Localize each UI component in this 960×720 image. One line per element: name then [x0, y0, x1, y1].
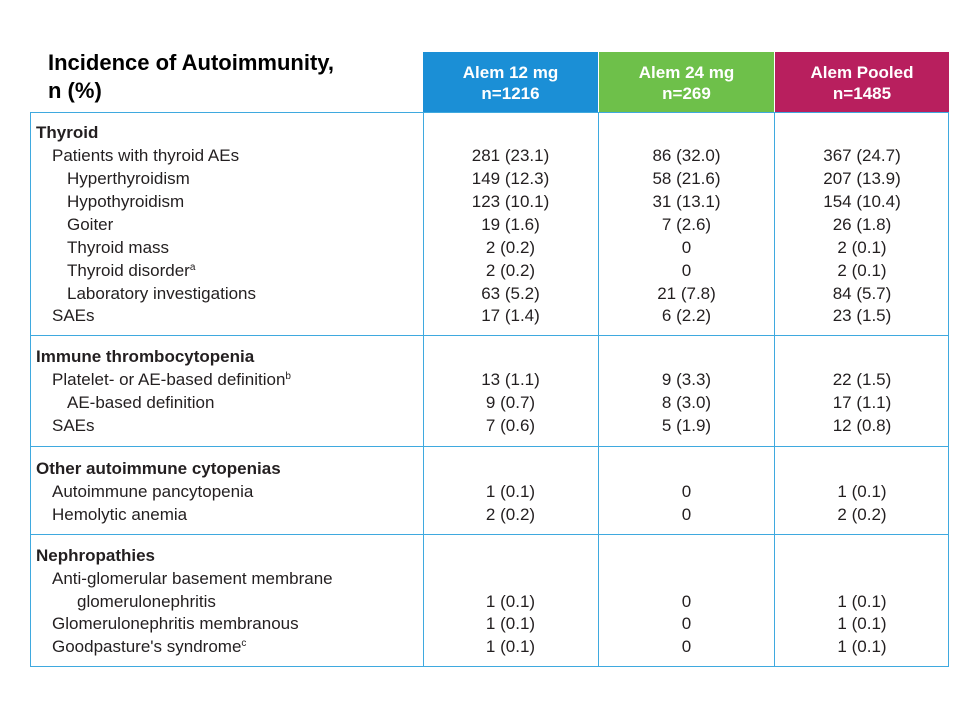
row-label: Hemolytic anemia: [52, 505, 188, 524]
cell-alem-24mg: 21 (7.8): [657, 284, 716, 303]
row-label: glomerulonephritis: [77, 592, 216, 611]
table-row: [0, 368, 960, 391]
table-row: [0, 391, 960, 414]
section-header: Nephropathies: [36, 546, 156, 565]
table-row: [0, 503, 960, 526]
cell-alem-12mg: 149 (12.3): [471, 169, 550, 188]
cell-alem-12mg: 2 (0.2): [485, 261, 536, 280]
cell-alem-pooled: 84 (5.7): [832, 284, 892, 303]
column-header-alem-24mg: [599, 52, 774, 113]
section-header: Immune thrombocytopenia: [36, 347, 255, 366]
cell-alem-pooled: 26 (1.8): [832, 215, 892, 234]
cell-alem-12mg: 9 (0.7): [485, 393, 536, 412]
cell-alem-24mg: 7 (2.6): [661, 215, 712, 234]
cell-alem-24mg: 9 (3.3): [661, 370, 712, 389]
cell-alem-24mg: 0: [681, 505, 692, 524]
footnote-marker: a: [189, 262, 196, 273]
section-header-row: [0, 345, 960, 368]
cell-alem-12mg: 1 (0.1): [485, 637, 536, 656]
cell-alem-12mg: 17 (1.4): [481, 306, 540, 325]
cell-alem-12mg: 123 (10.1): [471, 192, 550, 211]
table-title: Incidence of Autoimmunity, n (%): [48, 50, 335, 103]
table-row: [0, 590, 960, 613]
cell-alem-pooled: 2 (0.1): [837, 261, 887, 280]
cell-alem-24mg: 0: [681, 238, 692, 257]
row-label: Anti-glomerular basement membrane: [52, 569, 333, 588]
column-n: n=1485: [832, 83, 892, 103]
row-label: Autoimmune pancytopenia: [52, 482, 254, 501]
row-label: SAEs: [52, 416, 95, 435]
cell-alem-24mg: 0: [681, 614, 692, 633]
row-label: Hypothyroidism: [67, 192, 185, 211]
footnote-marker: c: [241, 638, 247, 649]
cell-alem-pooled: 12 (0.8): [832, 416, 892, 435]
cell-alem-12mg: 63 (5.2): [481, 284, 540, 303]
table-row: [0, 567, 960, 590]
row-label: Thyroid mass: [67, 238, 170, 257]
cell-alem-12mg: 2 (0.2): [485, 505, 536, 524]
cell-alem-12mg: 13 (1.1): [481, 370, 540, 389]
cell-alem-pooled: 1 (0.1): [837, 614, 887, 633]
cell-alem-pooled: 2 (0.2): [837, 505, 887, 524]
cell-alem-pooled: 17 (1.1): [832, 393, 892, 412]
section-header-row: [0, 457, 960, 480]
row-label: [67, 259, 195, 282]
section-header-row: [0, 121, 960, 144]
column-header-alem-12mg: [423, 52, 598, 113]
row-label: Glomerulonephritis membranous: [52, 614, 299, 633]
cell-alem-pooled: 22 (1.5): [832, 370, 892, 389]
section-divider: [30, 446, 949, 447]
section-header: Thyroid: [36, 123, 99, 142]
section-divider: [30, 335, 949, 336]
cell-alem-12mg: 2 (0.2): [485, 238, 536, 257]
row-label: Goiter: [67, 215, 114, 234]
cell-alem-24mg: 0: [681, 592, 692, 611]
table-row: [0, 414, 960, 437]
cell-alem-12mg: 1 (0.1): [485, 592, 536, 611]
cell-alem-pooled: 23 (1.5): [832, 306, 892, 325]
cell-alem-24mg: 0: [681, 261, 692, 280]
table-row: [0, 612, 960, 635]
cell-alem-12mg: 7 (0.6): [485, 416, 536, 435]
cell-alem-12mg: 1 (0.1): [485, 482, 536, 501]
cell-alem-pooled: 1 (0.1): [837, 592, 887, 611]
cell-alem-24mg: 86 (32.0): [652, 146, 721, 165]
column-name: Alem 24 mg: [638, 62, 735, 82]
table-row: [0, 213, 960, 236]
row-label: [52, 368, 291, 391]
cell-alem-24mg: 6 (2.2): [661, 306, 712, 325]
row-label-text: Thyroid disorder: [67, 261, 190, 280]
cell-alem-12mg: 281 (23.1): [471, 146, 550, 165]
cell-alem-24mg: 0: [681, 482, 692, 501]
row-label: AE-based definition: [67, 393, 215, 412]
table-row: [0, 144, 960, 167]
cell-alem-pooled: 154 (10.4): [823, 192, 901, 211]
section-header: Other autoimmune cytopenias: [36, 459, 281, 478]
table-row: [0, 190, 960, 213]
row-label-text: Platelet- or AE-based definition: [52, 370, 286, 389]
table-row: [0, 167, 960, 190]
section-header-row: [0, 544, 960, 567]
cell-alem-pooled: 207 (13.9): [823, 169, 901, 188]
cell-alem-12mg: 1 (0.1): [485, 614, 536, 633]
cell-alem-24mg: 0: [681, 637, 692, 656]
table-row: [0, 635, 960, 658]
cell-alem-pooled: 1 (0.1): [837, 637, 887, 656]
cell-alem-12mg: 19 (1.6): [481, 215, 540, 234]
cell-alem-24mg: 8 (3.0): [661, 393, 712, 412]
footnote-marker: b: [285, 371, 291, 382]
column-name: Alem Pooled: [810, 62, 914, 82]
section-divider: [30, 534, 949, 535]
table-row: [0, 480, 960, 503]
row-label-text: Goodpasture's syndrome: [52, 637, 242, 656]
table-row: [0, 282, 960, 305]
cell-alem-24mg: 58 (21.6): [652, 169, 721, 188]
column-n: n=1216: [481, 83, 540, 103]
row-label: Laboratory investigations: [67, 284, 257, 303]
cell-alem-24mg: 31 (13.1): [652, 192, 721, 211]
column-header-alem-pooled: [775, 52, 949, 113]
row-label: SAEs: [52, 306, 95, 325]
row-label: Hyperthyroidism: [67, 169, 190, 188]
column-n: n=269: [662, 83, 711, 103]
cell-alem-pooled: 2 (0.1): [837, 238, 887, 257]
row-label: Patients with thyroid AEs: [52, 146, 240, 165]
cell-alem-pooled: 367 (24.7): [823, 146, 901, 165]
cell-alem-24mg: 5 (1.9): [661, 416, 712, 435]
table-row: [0, 304, 960, 327]
row-label: [52, 635, 246, 658]
column-name: Alem 12 mg: [462, 62, 559, 82]
table-row: [0, 259, 960, 282]
cell-alem-pooled: 1 (0.1): [837, 482, 887, 501]
table-row: [0, 236, 960, 259]
